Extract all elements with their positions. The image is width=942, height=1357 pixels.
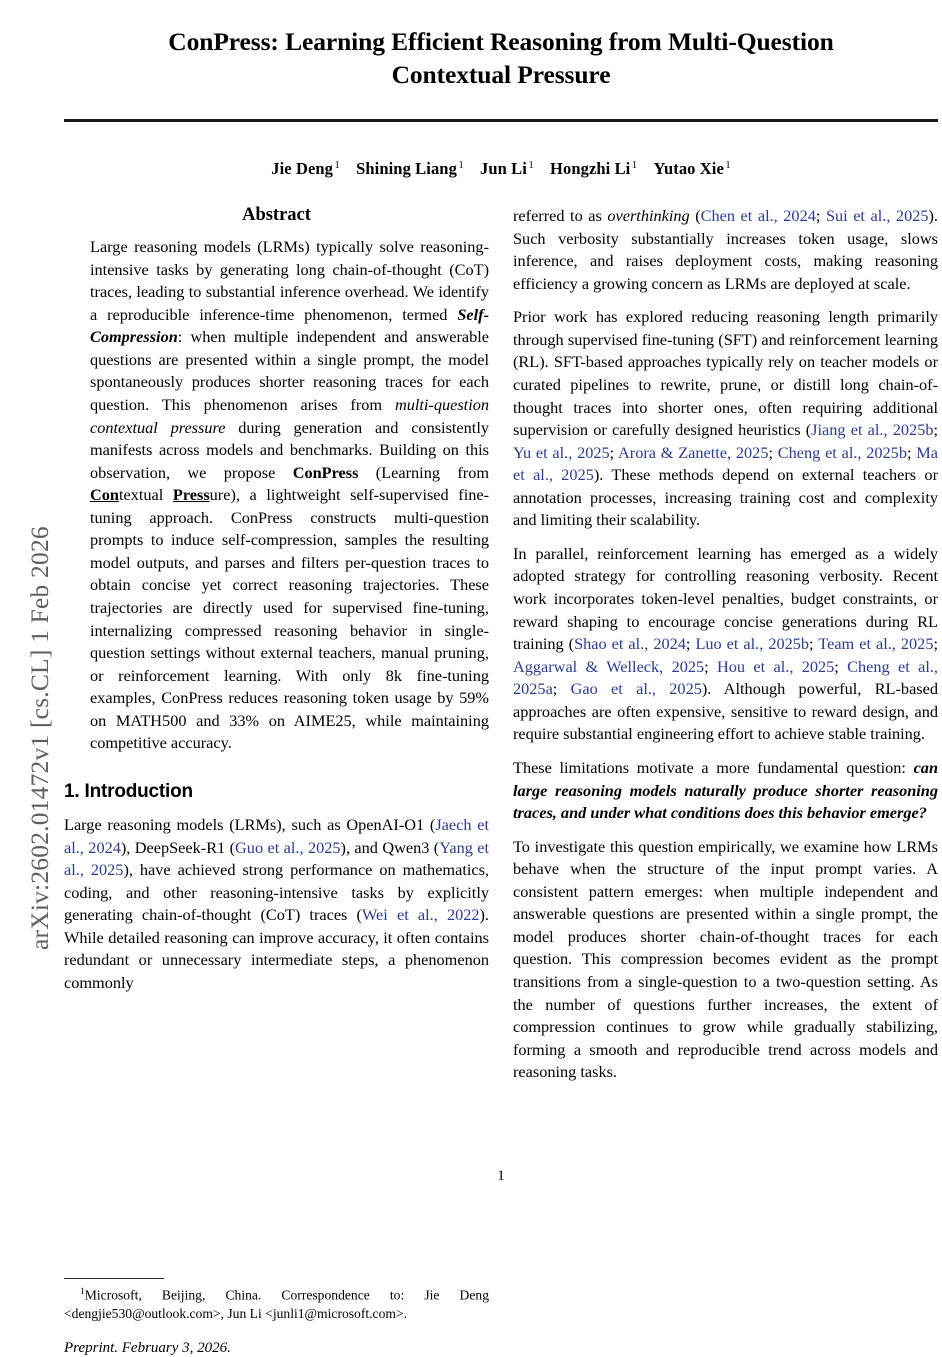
abstract-heading: Abstract	[242, 205, 311, 225]
citation-yu-2025[interactable]: Yu et al., 2025	[513, 442, 610, 462]
arxiv-stamp-text: arXiv:2602.01472v1 [cs.CL] 1 Feb 2026	[25, 526, 54, 950]
citation-jaech-2024[interactable]: Jaech et al., 2024	[64, 814, 489, 857]
author-entry	[480, 159, 534, 178]
footnote-divider	[64, 1278, 164, 1279]
rp2-text-3: ;	[609, 442, 619, 462]
citation-wei-2022[interactable]: Wei et al., 2022	[361, 905, 480, 925]
abstract-term-self-compression: Self-Compression	[90, 304, 489, 347]
rp2-text-5: ;	[906, 442, 917, 462]
rp2-text-1: Prior work has explored reducing reasoning length primarily through supervised fine-tuning (SFT) and reinforcement learning (RL). SFT-based approaches typically rely on teacher models or curated pipelines to rewrite, prune, or distill long chain-of-thought traces into shorter ones, often requiring additional supervision or carefully designed heuristics (	[513, 307, 938, 440]
abstract-text-2: : when multiple independent and answerable questions are presented within a single prompt, the model spontaneously produces shorter reasoning traces for each question. This phenomenon arises from	[90, 327, 489, 414]
left-column	[64, 205, 490, 1357]
term-overthinking: overthinking	[607, 206, 690, 225]
abstract-paragraph	[90, 236, 489, 755]
rp2-text-4: ;	[768, 442, 778, 462]
arxiv-stamp	[0, 0, 60, 1200]
citation-cheng-2025a[interactable]: Cheng et al., 2025a	[513, 656, 938, 699]
preprint-notice: Preprint. February 3, 2026.	[64, 1340, 231, 1357]
author-entry	[653, 159, 730, 178]
rp3-text-4: ;	[933, 634, 938, 654]
citation-hou-2025[interactable]: Hou et al., 2025	[717, 656, 835, 676]
abstract-term-con: Con	[90, 485, 119, 505]
author-entry	[550, 159, 637, 178]
rp3-text-3: ;	[809, 634, 819, 654]
citation-arora-zanette-2025[interactable]: Arora & Zanette, 2025	[618, 442, 769, 462]
author-affiliation-mark: 1	[458, 159, 464, 171]
right-paragraph-2	[513, 306, 938, 532]
citation-team-2025[interactable]: Team et al., 2025	[818, 634, 934, 654]
intro-text-3: ), and Qwen3 (	[340, 837, 440, 857]
abstract-text-3: during generation and consistently manifests across models and benchmarks. Building on this observation, we propose	[90, 417, 489, 482]
citation-aggarwal-welleck-2025[interactable]: Aggarwal & Welleck, 2025	[513, 656, 705, 676]
abstract-text-4: (Learning from	[358, 462, 489, 482]
citation-cheng-2025b[interactable]: Cheng et al., 2025b	[777, 442, 907, 462]
rp1-text-3: ;	[815, 206, 826, 225]
right-paragraph-1	[513, 205, 938, 295]
title-line-2: Contextual Pressure	[391, 59, 611, 89]
rp1-text-2: (	[689, 206, 701, 225]
intro-text-4: ), have achieved strong performance on mathematics, coding, and other reasoning-intensive tasks by explicitly generating chain-of-thought (CoT) traces (	[64, 860, 489, 925]
paper-page	[64, 0, 939, 1357]
title-divider	[64, 119, 938, 122]
right-paragraph-4	[513, 757, 938, 825]
footnote-block	[64, 1278, 489, 1357]
right-paragraph-5: To investigate this question empirically, we examine how LRMs behave when the structure of the input prompt varies. A consistent pattern emerges: when multiple independent and answerable questions are presented within a single prompt, the model produces shorter chain-of-thought traces for each question. This compression becomes evident as the prompt transitions from a single-question to a two-question setting. As the number of questions further increases, the extent of compression continues to grow while gradually stabilizing, forming a smooth and reproducible trend across models and reasoning tasks.	[513, 836, 938, 1082]
author-affiliation-mark: 1	[528, 159, 534, 171]
rp2-text-2: ;	[933, 420, 939, 440]
author-affiliation-mark: 1	[631, 159, 638, 171]
section-heading-introduction: 1. Introduction	[64, 780, 193, 802]
right-paragraph-3	[513, 543, 938, 746]
footnote-mark: 1	[80, 1286, 85, 1298]
intro-text-2: ), DeepSeek-R1 (	[120, 837, 236, 857]
citation-luo-2025b[interactable]: Luo et al., 2025b	[695, 634, 810, 654]
title-block	[64, 0, 938, 122]
research-question: can large reasoning models naturally produce shorter reasoning traces, and under what conditions does this behavior emerge?	[513, 757, 938, 823]
author-affiliation-mark: 1	[334, 159, 340, 171]
citation-shao-2024[interactable]: Shao et al., 2024	[574, 634, 686, 654]
rp3-text-5: ;	[704, 656, 718, 676]
abstract-term-press: Press	[172, 485, 210, 505]
rp2-text-6: ). These methods depend on external teachers or annotation processes, increasing training cost and complexity and limiting their scalability.	[513, 465, 938, 530]
author-list	[64, 159, 938, 179]
author-name: Jun Li	[480, 159, 527, 179]
rp3-text-1: In parallel, reinforcement learning has emerged as a widely adopted strategy for controlling reasoning verbosity. Recent work incorporates token-level penalties, budget constraints, or reward shaping to encourage concise generations during RL training (	[513, 543, 938, 654]
author-name: Yutao Xie	[653, 159, 724, 179]
abstract-text-6: ure), a lightweight self-supervised fine-tuning approach. ConPress constructs multi-question prompts to induce self-compression, samples the resulting model outputs, and parses and filters per-question traces to obtain concise yet correct reasoning trajectories. These trajectories are directly used for supervised fine-tuning, internalizing compressed reasoning behavior in single-question settings without external teachers, manual pruning, or reinforcement learning. With only 8k fine-tuning examples, ConPress reduces reasoning token usage by 59% on MATH500 and 33% on AIME25, while maintaining competitive accuracy.	[90, 485, 490, 753]
citation-gao-2025[interactable]: Gao et al., 2025	[570, 679, 702, 699]
page-number: 1	[497, 1168, 505, 1184]
right-column	[513, 205, 938, 1165]
rp1-text-4: ). Such verbosity substantially increases token usage, slows inference, and raises deployment costs, making reasoning efficiency a growing concern as LRMs are deployed at scale.	[513, 206, 938, 293]
rp3-text-2: ;	[685, 634, 696, 654]
citation-chen-2024[interactable]: Chen et al., 2024	[700, 206, 816, 225]
footnote-text	[64, 1286, 489, 1323]
two-column-body	[64, 205, 939, 1357]
author-entry	[356, 159, 464, 178]
citation-guo-2025[interactable]: Guo et al., 2025	[235, 837, 341, 857]
abstract-term-contextual-pressure: multi-question contextual pressure	[90, 394, 489, 437]
abstract-text-1: Large reasoning models (LRMs) typically solve reasoning-intensive tasks by generating long chain-of-thought (CoT) traces, leading to substantial inference overhead. We identify a reproducible inference-time phenomenon, termed	[90, 237, 489, 324]
page-title	[101, 26, 901, 91]
citation-ma-2025[interactable]: Ma et al., 2025	[513, 442, 938, 485]
author-name: Hongzhi Li	[550, 159, 631, 179]
citation-yang-2025[interactable]: Yang et al., 2025	[64, 837, 490, 880]
intro-paragraph-1	[64, 814, 489, 995]
rp4-text-1: These limitations motivate a more fundamental question:	[513, 757, 914, 777]
rp3-text-7: ;	[552, 679, 571, 699]
author-affiliation-mark: 1	[725, 159, 731, 171]
intro-text-5: ). While detailed reasoning can improve accuracy, it often contains redundant or unnecessary intermediate steps, a phenomenon commonly	[64, 905, 490, 992]
intro-text-1: Large reasoning models (LRMs), such as OpenAI-O1 (	[64, 814, 436, 834]
abstract-term-conpress: ConPress	[292, 462, 359, 482]
rp1-text-1: referred to as	[513, 206, 608, 225]
author-name: Shining Liang	[356, 159, 457, 179]
rp3-text-8: ). Although powerful, RL-based approaches are often expensive, sensitive to reward design, and require substantial engineering effort to achieve stable training.	[513, 679, 938, 744]
citation-sui-2025[interactable]: Sui et al., 2025	[825, 206, 929, 225]
author-entry	[271, 159, 340, 178]
footnote-body: Microsoft, Beijing, China. Correspondence to: Jie Deng <dengjie530@outlook.com>, Jun Li <junli1@microsoft.com>.	[64, 1287, 489, 1321]
author-name: Jie Deng	[271, 159, 334, 179]
title-line-1: ConPress: Learning Efficient Reasoning from Multi-Question	[168, 27, 834, 56]
citation-jiang-2025b[interactable]: Jiang et al., 2025b	[811, 420, 934, 440]
abstract-text-5: textual	[118, 485, 173, 505]
rp3-text-6: ;	[834, 656, 848, 676]
